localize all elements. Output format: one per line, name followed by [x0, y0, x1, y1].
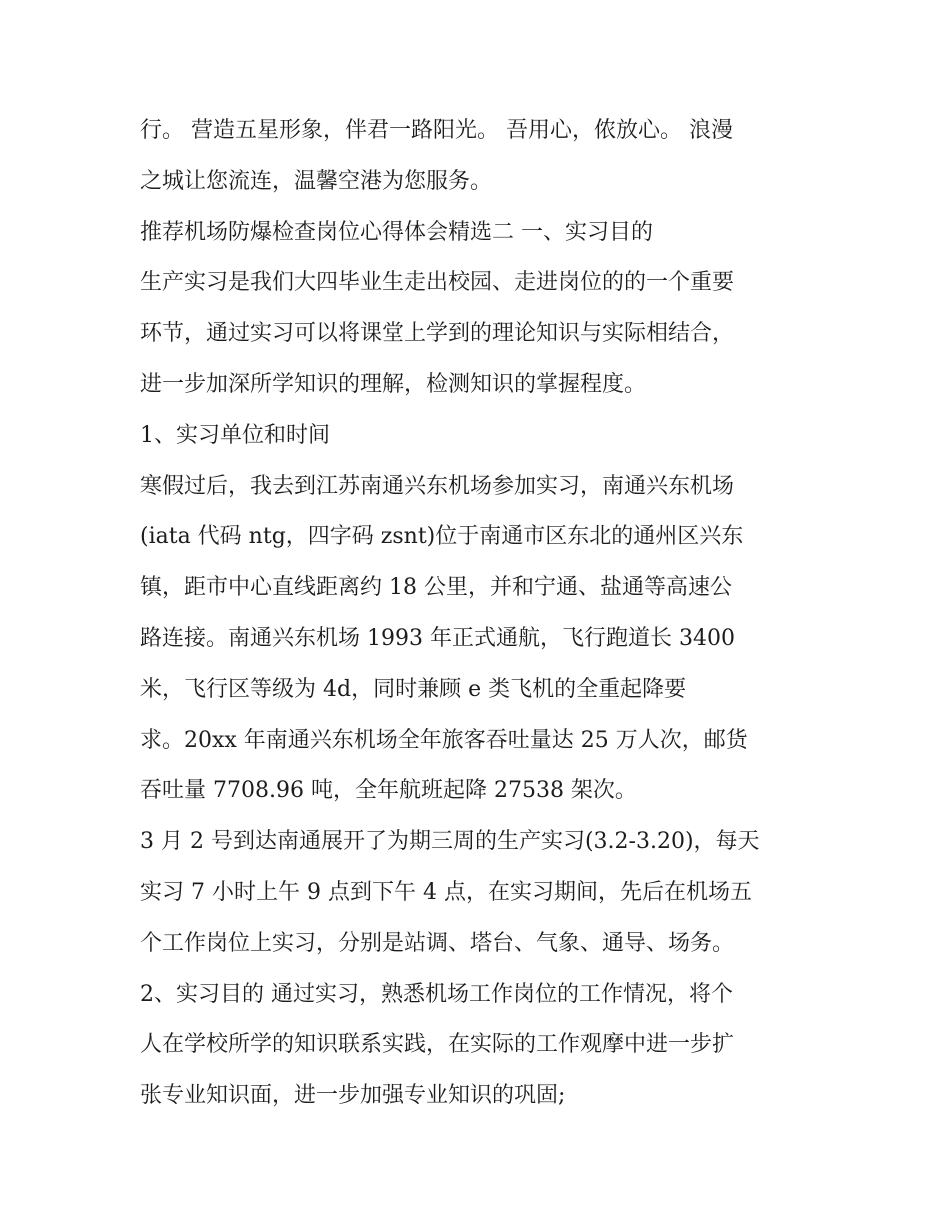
- text-line: 人在学校所学的知识联系实践，在实际的工作观摩中进一步扩: [140, 1032, 735, 1058]
- text-line: 环节，通过实习可以将课堂上学到的理论知识与实际相结合，: [140, 321, 735, 347]
- text-line: 吞吐量 7708.96 吨，全年航班起降 27538 架次。: [140, 778, 637, 804]
- text-line: 路连接。南通兴东机场 1993 年正式通航，飞行跑道长 3400: [140, 625, 735, 651]
- text-line: 实习 7 小时上午 9 点到下午 4 点，在实习期间，先后在机场五: [140, 879, 752, 905]
- subsection-heading: 2、实习目的 通过实习，熟悉机场工作岗位的工作情况，将个: [140, 981, 733, 1007]
- text-line: 之城让您流连，温馨空港为您服务。: [140, 168, 493, 194]
- text-line: 米，飞行区等级为 4d，同时兼顾 e 类飞机的全重起降要: [140, 676, 687, 702]
- text-line: 进一步加深所学知识的理解，检测知识的掌握程度。: [140, 371, 647, 397]
- subsection-heading: 1、实习单位和时间: [140, 422, 330, 448]
- text-line: 生产实习是我们大四毕业生走出校园、走进岗位的的一个重要: [140, 270, 735, 296]
- text-line: 行。 营造五星形象，伴君一路阳光。 吾用心，侬放心。 浪漫: [140, 118, 733, 143]
- text-line: 镇，距市中心直线距离约 18 公里，并和宁通、盐通等高速公: [140, 575, 732, 601]
- text-line: 寒假过后，我去到江苏南通兴东机场参加实习，南通兴东机场: [140, 473, 735, 499]
- text-line: 3 月 2 号到达南通展开了为期三周的生产实习(3.2-3.20)，每天: [140, 829, 760, 855]
- text-line: 个工作岗位上实习，分别是站调、塔台、气象、通导、场务。: [140, 930, 735, 956]
- text-line: 张专业知识面，进一步加强专业知识的巩固;: [140, 1083, 566, 1109]
- text-line: 求。20xx 年南通兴东机场全年旅客吞吐量达 25 万人次，邮货: [140, 727, 748, 753]
- text-line: (iata 代码 ntg，四字码 zsnt)位于南通市区东北的通州区兴东: [140, 524, 744, 550]
- section-heading: 推荐机场防爆检查岗位心得体会精选二 一、实习目的: [140, 219, 653, 245]
- document-body: [140, 106, 830, 1122]
